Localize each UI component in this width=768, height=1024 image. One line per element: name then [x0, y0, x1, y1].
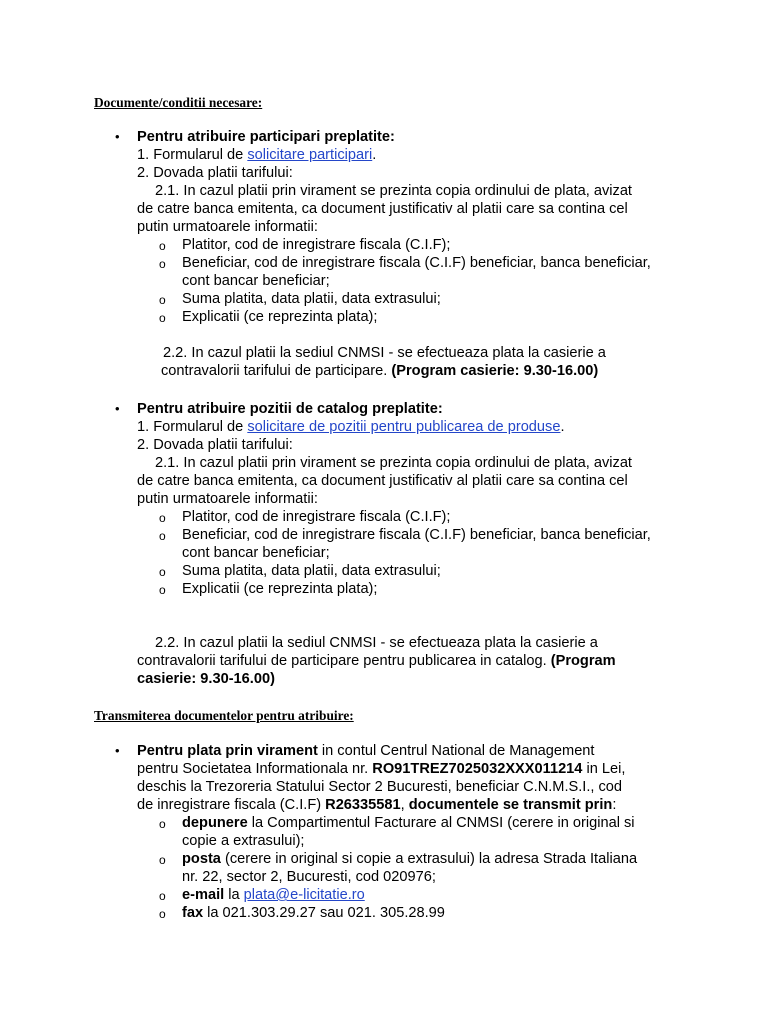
- posta-text: [182, 850, 657, 886]
- circle-bullet-icon: o: [159, 817, 166, 831]
- sub-list-item: [137, 508, 657, 526]
- paragraph-text: de inregistrare fiscala (C.I.F): [137, 797, 326, 813]
- paragraph-text: in contul Centrul National de Management: [317, 743, 595, 759]
- circle-bullet-icon: o: [159, 583, 166, 597]
- method-label: depunere: [182, 815, 248, 831]
- circle-bullet-icon: o: [159, 565, 166, 579]
- section-title: Pentru atribuire pozitii de catalog preplatite:: [137, 401, 443, 417]
- paragraph-text: in Lei,: [582, 761, 626, 777]
- bullet-icon: •: [115, 401, 120, 416]
- paragraph-line: putin urmatoarele informatii:: [137, 491, 318, 507]
- transmit-label: documentele se transmit prin: [408, 797, 613, 813]
- paragraph-line: de catre banca emitenta, ca document justificativ al platii care sa contina cel: [137, 201, 628, 217]
- paragraph-line: [137, 652, 657, 670]
- list-item: [115, 128, 657, 146]
- sub-list-item: [137, 254, 657, 290]
- program-casierie: casierie: 9.30-16.00): [137, 671, 275, 687]
- method-text: la Compartimentul Facturare al CNMSI (cerere in original si copie a extrasului);: [182, 815, 635, 849]
- list-item: [115, 742, 657, 760]
- sub-item-text: Beneficiar, cod de inregistrare fiscala (C.I.F) beneficiar, banca beneficiar, cont bancar beneficiar;: [182, 527, 651, 561]
- paragraph-line: 2.1. In cazul platii prin virament se prezinta copia ordinului de plata, avizat: [155, 455, 632, 471]
- method-text: la 021.303.29.27 sau 021. 305.28.99: [203, 905, 445, 921]
- method-text: (cerere in original si copie a extrasului) la adresa Strada Italiana nr. 22, sector 2, Bucuresti, cod 020976;: [182, 851, 638, 885]
- method-label: fax: [182, 905, 204, 921]
- paragraph-line: [137, 796, 657, 814]
- program-casierie: (Program casierie: 9.30-16.00): [391, 363, 599, 379]
- paragraph-text: contravalorii tarifului de participare.: [161, 363, 392, 379]
- sub-list-item: [137, 850, 657, 886]
- paragraph-line: putin urmatoarele informatii:: [137, 219, 318, 235]
- paragraph-line: 2.2. In cazul platii la sediul CNMSI - se efectueaza plata la casierie a: [155, 635, 598, 651]
- form-item: [137, 418, 657, 436]
- sub-list-item: [137, 290, 657, 308]
- spacer: [137, 616, 657, 634]
- sub-item-text: Beneficiar, cod de inregistrare fiscala (C.I.F) beneficiar, banca beneficiar, cont bancar beneficiar;: [182, 255, 651, 289]
- circle-bullet-icon: o: [159, 239, 166, 253]
- paragraph-line: 2.2. In cazul platii la sediul CNMSI - se efectueaza plata la casierie a: [163, 345, 606, 361]
- method-label: posta: [182, 851, 221, 867]
- fax-text: [182, 904, 657, 922]
- form-item-suffix: .: [372, 147, 377, 163]
- sub-list-item: [137, 236, 657, 254]
- section-title: Pentru atribuire participari preplatite:: [137, 129, 395, 145]
- circle-bullet-icon: o: [159, 853, 166, 867]
- bullet-icon: •: [115, 129, 120, 144]
- circle-bullet-icon: o: [159, 293, 166, 307]
- circle-bullet-icon: o: [159, 529, 166, 543]
- solicitare-participari-link[interactable]: solicitare participari: [247, 147, 373, 163]
- proof-item: 2. Dovada platii tarifului:: [137, 437, 293, 453]
- heading-transmiterea-documentelor: Transmiterea documentelor pentru atribuire:: [94, 708, 354, 723]
- spacer: [137, 598, 657, 616]
- sub-list-item: [137, 526, 657, 562]
- proof-item: 2. Dovada platii tarifului:: [137, 165, 293, 181]
- sub-item-text: Suma platita, data platii, data extrasului;: [182, 291, 441, 307]
- email-text: [182, 886, 657, 904]
- paragraph-text: contravalorii tarifului de participare pentru publicarea in catalog.: [137, 653, 551, 669]
- sub-list-item: [137, 886, 657, 904]
- method-label: e-mail: [182, 887, 225, 903]
- sub-item-text: Explicatii (ce reprezinta plata);: [182, 309, 378, 325]
- sub-list-item: [137, 308, 657, 326]
- section-catalog: [115, 400, 657, 688]
- sub-list-item: [137, 904, 657, 922]
- sub-item-text: Suma platita, data platii, data extrasului;: [182, 563, 441, 579]
- form-item-prefix: 1. Formularul de: [137, 419, 248, 435]
- heading-documente-necesare: Documente/conditii necesare:: [94, 95, 263, 110]
- email-link[interactable]: plata@e-licitatie.ro: [243, 887, 365, 903]
- circle-bullet-icon: o: [159, 311, 166, 325]
- sub-item-text: Platitor, cod de inregistrare fiscala (C.I.F);: [182, 237, 451, 253]
- sub-list-item: [137, 580, 657, 598]
- paragraph-line: [137, 760, 657, 778]
- iban-value: RO91TREZ7025032XXX011214: [372, 761, 583, 777]
- section-transmitere: [115, 742, 657, 922]
- form-item: [137, 146, 657, 164]
- method-text: la: [224, 887, 244, 903]
- paragraph-line: de catre banca emitenta, ca document justificativ al platii care sa contina cel: [137, 473, 628, 489]
- circle-bullet-icon: o: [159, 889, 166, 903]
- paragraph-line: [137, 362, 657, 380]
- sub-list-item: [137, 562, 657, 580]
- circle-bullet-icon: o: [159, 907, 166, 921]
- virament-label: Pentru plata prin virament: [137, 743, 318, 759]
- section-participari: [115, 128, 657, 380]
- form-item-prefix: 1. Formularul de: [137, 147, 248, 163]
- cif-value: R26335581: [325, 797, 401, 813]
- form-item-suffix: .: [560, 419, 565, 435]
- sub-item-text: Explicatii (ce reprezinta plata);: [182, 581, 378, 597]
- solicitare-pozitii-link[interactable]: solicitare de pozitii pentru publicarea de produse: [247, 419, 561, 435]
- bullet-icon: •: [115, 743, 120, 758]
- sub-item-text: Platitor, cod de inregistrare fiscala (C.I.F);: [182, 509, 451, 525]
- spacer: [137, 326, 657, 344]
- circle-bullet-icon: o: [159, 511, 166, 525]
- depunere-text: [182, 814, 657, 850]
- paragraph-line: deschis la Trezoreria Statului Sector 2 Bucuresti, beneficiar C.N.M.S.I., cod: [137, 779, 623, 795]
- paragraph-text: :: [612, 797, 617, 813]
- list-item: [115, 400, 657, 418]
- sub-list-item: [137, 814, 657, 850]
- paragraph-text: ,: [400, 797, 409, 813]
- circle-bullet-icon: o: [159, 257, 166, 271]
- paragraph-line: 2.1. In cazul platii prin virament se prezinta copia ordinului de plata, avizat: [155, 183, 632, 199]
- program-casierie: (Program: [550, 653, 616, 669]
- paragraph-text: pentru Societatea Informationala nr.: [137, 761, 373, 777]
